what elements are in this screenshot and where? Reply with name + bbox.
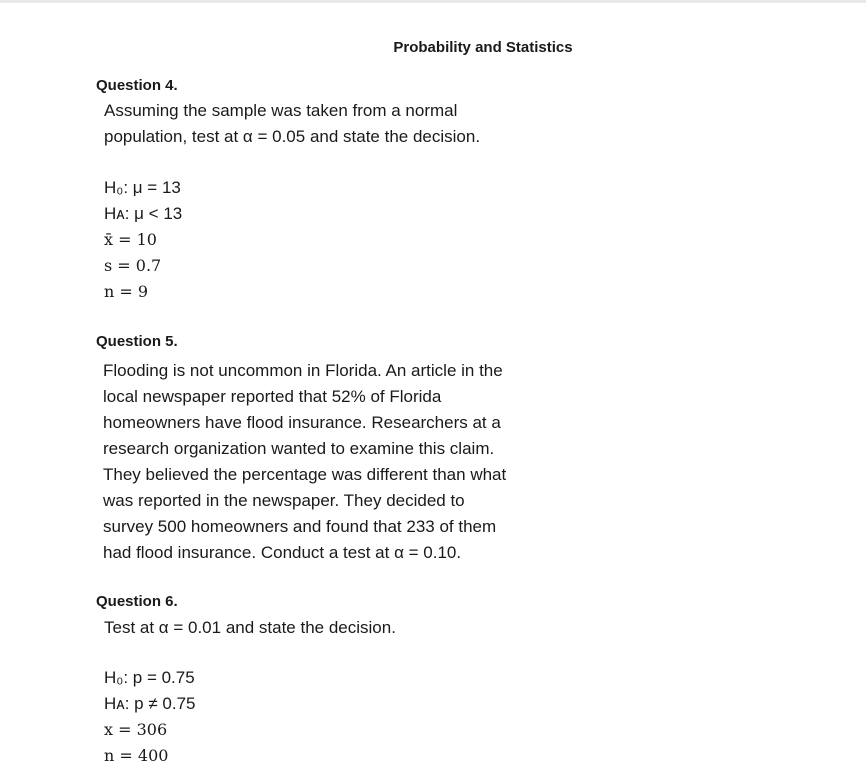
null-hypothesis: H₀: p = 0.75 <box>104 668 195 687</box>
successes-count: x = 306 <box>104 720 168 739</box>
alternative-hypothesis: Hᴀ: μ < 13 <box>104 204 183 223</box>
top-border <box>0 0 866 3</box>
question-4-line: Assuming the sample was taken from a normal <box>104 101 458 120</box>
question-5-text <box>103 358 506 566</box>
question-4-givens <box>104 175 182 305</box>
question-5-line: research organization wanted to examine this claim. <box>103 439 495 458</box>
question-4-heading: Question 4. <box>96 77 178 94</box>
question-5-line: They believed the percentage was different than what <box>103 465 507 484</box>
question-5-line: had flood insurance. Conduct a test at α = 0.10. <box>103 543 462 562</box>
null-hypothesis: H₀: μ = 13 <box>104 178 181 197</box>
question-5-line: Flooding is not uncommon in Florida. An article in the <box>103 361 503 380</box>
alternative-hypothesis: Hᴀ: p ≠ 0.75 <box>104 694 196 713</box>
question-6-text <box>104 615 396 641</box>
question-5-line: was reported in the newspaper. They decided to <box>103 491 465 510</box>
question-6-heading: Question 6. <box>96 593 178 610</box>
question-5-heading: Question 5. <box>96 333 178 350</box>
question-4-line: population, test at α = 0.05 and state the decision. <box>104 127 481 146</box>
question-4-text <box>104 98 480 150</box>
question-5-line: homeowners have flood insurance. Researchers at a <box>103 413 501 432</box>
page-title: Probability and Statistics <box>393 39 573 56</box>
sample-mean: x̄ = 10 <box>104 230 157 249</box>
question-6-line: Test at α = 0.01 and state the decision. <box>104 618 396 637</box>
question-5-line: survey 500 homeowners and found that 233 of them <box>103 517 497 536</box>
sample-size: n = 9 <box>104 282 149 301</box>
sample-size: n = 400 <box>104 746 169 765</box>
question-6-givens <box>104 665 195 769</box>
sample-std-dev: s = 0.7 <box>104 256 162 275</box>
question-5-line: local newspaper reported that 52% of Florida <box>103 387 442 406</box>
